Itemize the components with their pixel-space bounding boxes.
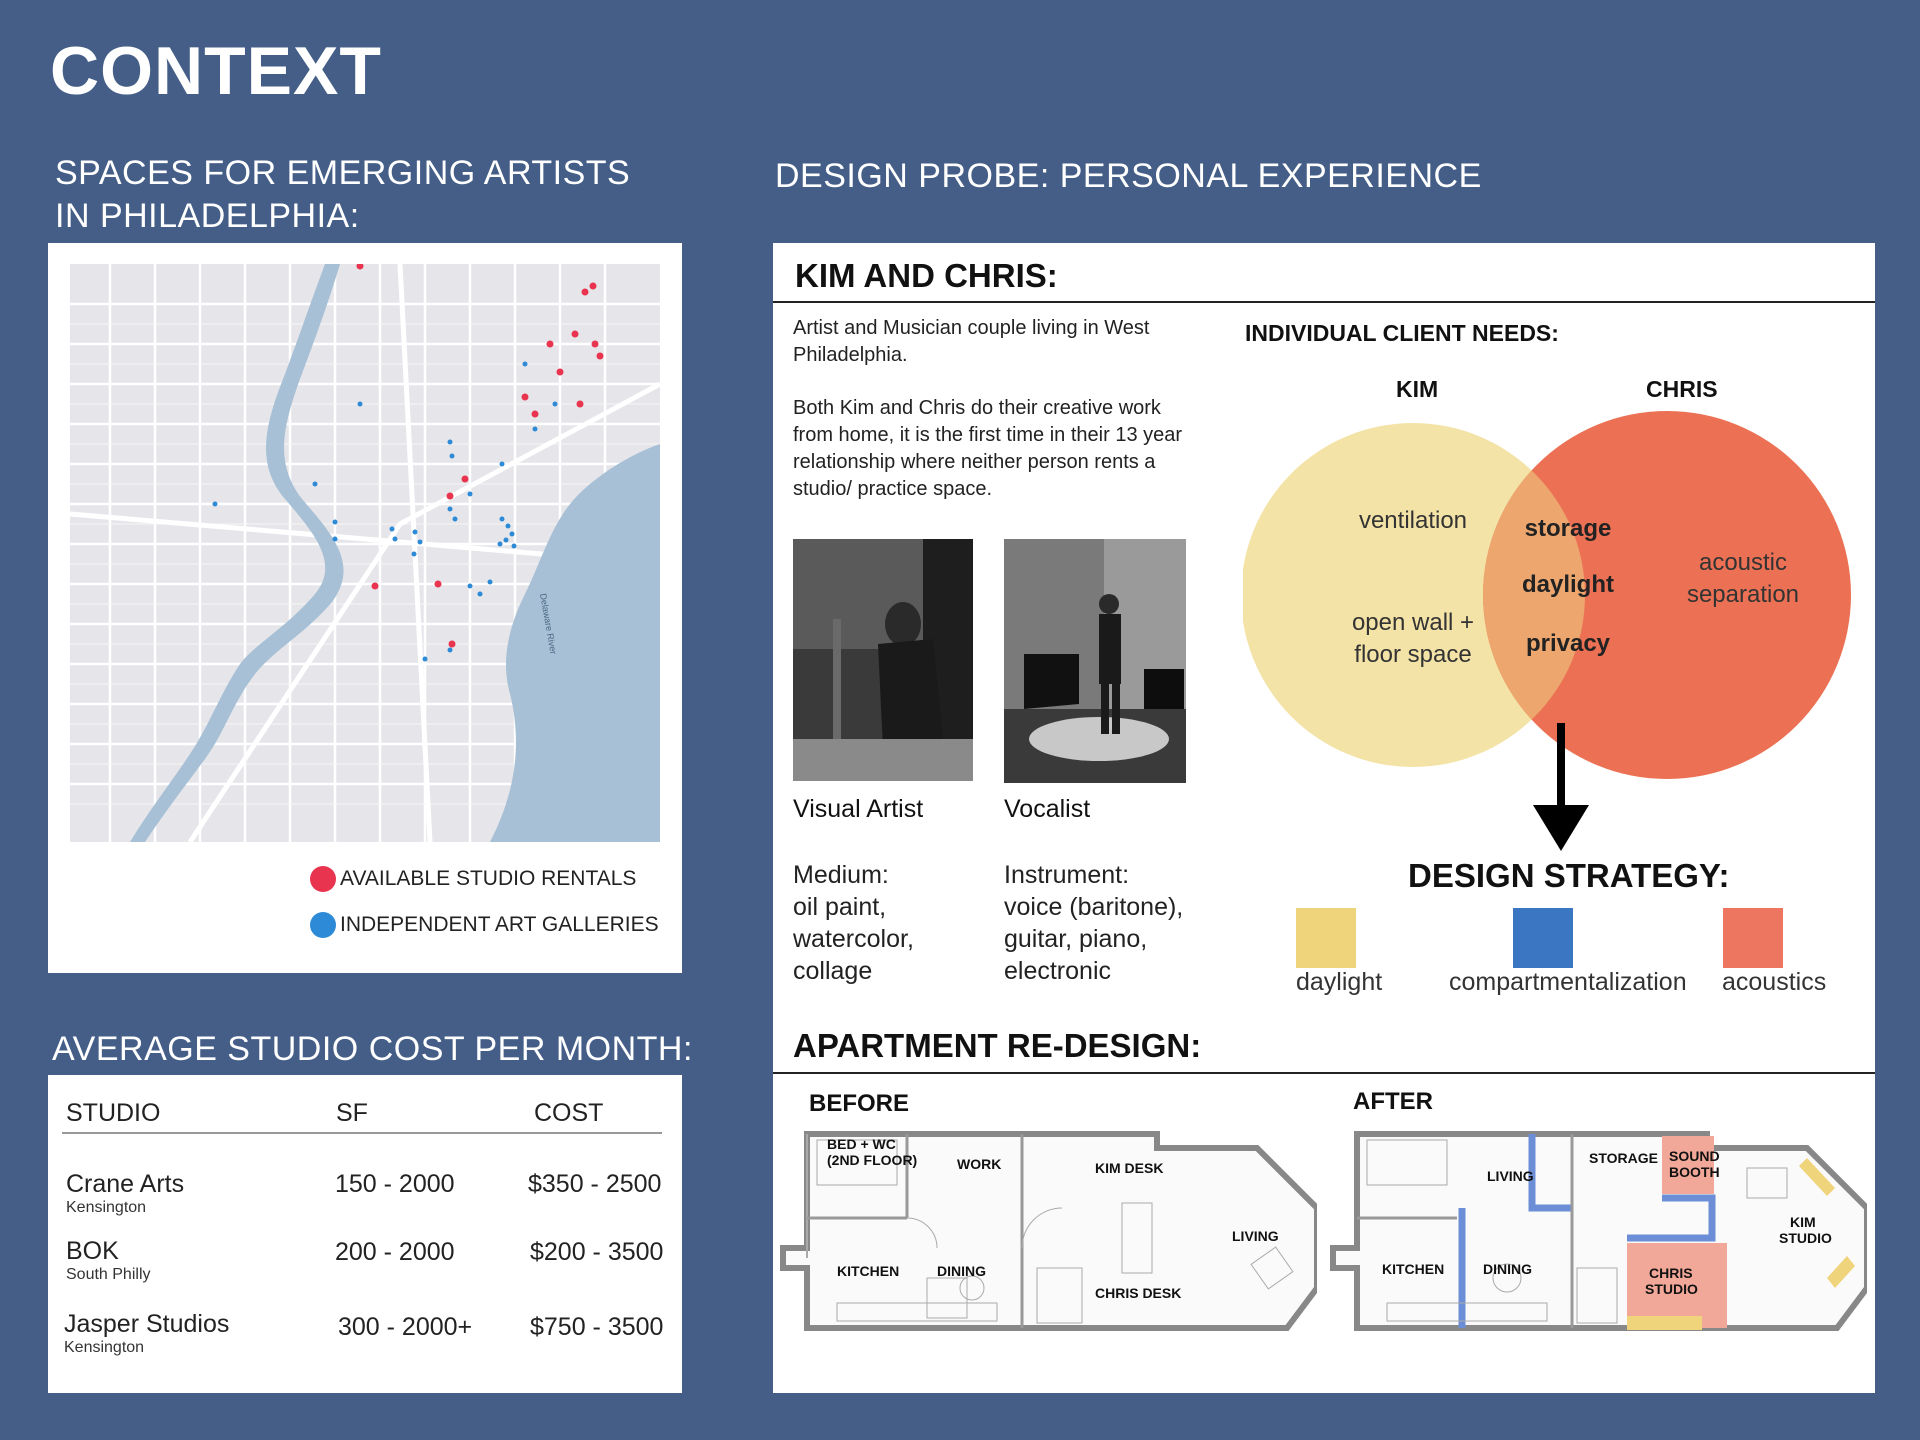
room-label: LIVING — [1487, 1168, 1534, 1184]
chris-need-acoustic: acoustic — [1698, 549, 1788, 576]
room-label: KITCHEN — [837, 1263, 900, 1279]
col-header-cost: COST — [534, 1099, 604, 1127]
daylight-swatch — [1296, 908, 1356, 968]
redesign-heading: APARTMENT RE-DESIGN: — [793, 1027, 1202, 1064]
room-label: CHRIS — [1649, 1265, 1693, 1281]
visual-artist-photo — [793, 539, 973, 781]
table-row — [66, 1237, 151, 1284]
after-floor-plan — [1327, 1128, 1867, 1350]
legend-label: AVAILABLE STUDIO RENTALS — [340, 867, 637, 890]
detail-head: Medium: — [793, 861, 889, 889]
header-divider — [62, 1132, 662, 1134]
detail-head: Instrument: — [1004, 861, 1130, 889]
detail-line: guitar, piano, — [1004, 925, 1148, 953]
intro-text-1: Artist and Musician couple living in West Philadelphia. — [793, 317, 1150, 366]
kim-need-open-wall: open wall + — [1351, 609, 1475, 636]
venn-kim-label: KIM — [1396, 376, 1439, 402]
shared-need-privacy: privacy — [1525, 630, 1611, 657]
room-label: SOUND — [1669, 1148, 1720, 1164]
strategy-compartment-label: compartmentalization — [1449, 968, 1687, 996]
room-label: (2ND FLOOR) — [827, 1152, 918, 1168]
visual-artist-details — [793, 859, 914, 987]
strategy-heading: DESIGN STRATEGY: — [1408, 857, 1730, 894]
room-label: KIM DESK — [1095, 1160, 1164, 1176]
studio-location: South Philly — [66, 1266, 151, 1283]
intro-text-2: Both Kim and Chris do their creative work from home, it is the first time in their 13 year relationship where neither person rents a studio/ practice space. — [793, 397, 1183, 500]
studio-location: Kensington — [64, 1339, 145, 1356]
room-label: BOOTH — [1669, 1164, 1720, 1180]
acoustics-swatch — [1723, 908, 1783, 968]
studio-name: BOK — [66, 1237, 119, 1265]
philadelphia-map — [70, 264, 660, 842]
cost-heading: AVERAGE STUDIO COST PER MONTH: — [52, 1030, 693, 1068]
room-label: DINING — [1483, 1261, 1532, 1277]
studio-sf: 150 - 2000 — [335, 1170, 455, 1198]
table-row — [66, 1170, 184, 1217]
design-probe-panel — [773, 243, 1875, 1393]
studio-location: Kensington — [66, 1199, 147, 1216]
map-graphic — [70, 264, 660, 842]
venn-chris-label: CHRIS — [1646, 376, 1718, 402]
legend-item-studio-rentals — [310, 866, 659, 892]
col-header-sf: SF — [336, 1099, 368, 1127]
detail-line: oil paint, — [793, 893, 887, 921]
legend-label: INDEPENDENT ART GALLERIES — [340, 913, 659, 936]
room-label: BED + WC — [827, 1136, 896, 1152]
red-dot-icon — [310, 866, 336, 892]
shared-need-daylight: daylight — [1521, 571, 1614, 598]
compartmentalization-swatch — [1513, 908, 1573, 968]
studio-cost: $350 - 2500 — [528, 1170, 662, 1198]
detail-line: electronic — [1004, 957, 1111, 985]
kim-need-floor-space: floor space — [1354, 641, 1472, 668]
studio-sf: 200 - 2000 — [335, 1238, 455, 1266]
map-legend — [310, 866, 659, 938]
room-label: STUDIO — [1779, 1230, 1832, 1246]
table-row — [64, 1310, 229, 1357]
clients-title: KIM AND CHRIS: — [795, 257, 1058, 294]
after-label: AFTER — [1353, 1088, 1433, 1115]
chris-need-separation: separation — [1686, 581, 1800, 608]
studio-name: Jasper Studios — [64, 1310, 230, 1338]
room-label: KITCHEN — [1382, 1261, 1445, 1277]
studio-cost: $200 - 3500 — [530, 1238, 664, 1266]
room-label: LIVING — [1232, 1228, 1279, 1244]
title-divider — [773, 301, 1875, 303]
studio-sf: 300 - 2000+ — [338, 1313, 473, 1341]
room-label: KIM — [1790, 1214, 1816, 1230]
legend-item-art-galleries — [310, 912, 659, 938]
down-arrow-icon — [1533, 805, 1589, 851]
blue-dot-icon — [310, 912, 336, 938]
room-label: DINING — [937, 1263, 986, 1279]
detail-line: collage — [793, 957, 873, 985]
vocalist-details — [1004, 859, 1183, 987]
probe-heading: DESIGN PROBE: PERSONAL EXPERIENCE — [775, 157, 1482, 195]
kim-need-ventilation: ventilation — [1358, 507, 1468, 534]
strategy-daylight-label: daylight — [1296, 968, 1383, 996]
visual-artist-label: Visual Artist — [793, 795, 924, 823]
spaces-heading: SPACES FOR EMERGING ARTISTS IN PHILADELPHIA: — [55, 154, 631, 235]
river-label: Delaware River — [538, 592, 559, 655]
detail-line: watercolor, — [793, 925, 914, 953]
studio-name: Crane Arts — [66, 1170, 185, 1198]
detail-line: voice (baritone), — [1004, 893, 1184, 921]
vocalist-photo — [1004, 539, 1186, 783]
col-header-studio: STUDIO — [66, 1099, 161, 1127]
shared-need-storage: storage — [1524, 515, 1612, 542]
before-label: BEFORE — [809, 1090, 910, 1117]
redesign-divider — [773, 1072, 1875, 1074]
vocalist-label: Vocalist — [1004, 795, 1091, 823]
page-title: CONTEXT — [50, 33, 382, 109]
before-floor-plan — [777, 1128, 1317, 1350]
room-label: STORAGE — [1589, 1150, 1658, 1166]
room-label: CHRIS DESK — [1095, 1285, 1182, 1301]
studio-cost: $750 - 3500 — [530, 1313, 664, 1341]
needs-heading: INDIVIDUAL CLIENT NEEDS: — [1245, 320, 1559, 346]
room-label: WORK — [957, 1156, 1002, 1172]
strategy-acoustics-label: acoustics — [1722, 968, 1827, 996]
cost-panel — [48, 1075, 682, 1393]
room-label: STUDIO — [1645, 1281, 1698, 1297]
